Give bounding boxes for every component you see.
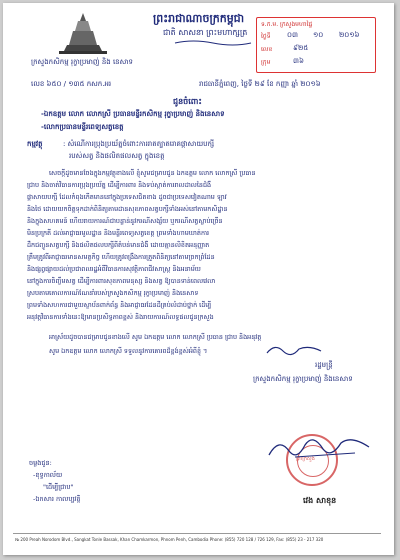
subject-text-1: : សំណើការប្រុងប្រយ័ត្នចំពោះការរាតត្បាតរោគផ្តាសាយបក្សី xyxy=(63,140,215,148)
motto-divider xyxy=(173,39,253,47)
signatory-ministry: ក្រសួងកសិកម្ម រុក្ខាប្រមាញ់ និងនេសាទ xyxy=(253,375,353,383)
footer-address: № 200 Preah Norodom Blvd., Sangkat Tonle Bassak, Khan Chamkarmon, Phnom Penh, Cambodia Phone: (855) 720 128 / 726 129, Fax: (855) 23 - 217 320 xyxy=(15,537,324,542)
cc-item: "ដើម្បីជ្រាប" xyxy=(43,483,74,491)
body-paragraph-2: អាស្រ័យដូចបានជម្រាបជូនខាងលើ សូម ឯកឧត្តម លោក លោកស្រី ប្រធាន ជ្រាប និងអនុវត្ត xyxy=(49,333,262,341)
body-line: ដឹកជញ្ជូនសត្វបក្សី និងផលិតផលបក្សីពីតំបន់មានជំងឺ ដោយគ្មានលិខិតអនុញ្ញាត xyxy=(27,241,210,249)
subject-text-2: របស់សត្វ និងផលិតផលសត្វ ក្នុងខេត្ត xyxy=(69,152,165,160)
body-line: ត្រឹមត្រូវពីអាជ្ញាធរមានសមត្ថកិច្ច ហើយត្រូវពង្រឹងការត្រួតពិនិត្យនៅតាមច្រកព្រំដែន xyxy=(27,253,215,261)
stamp-number: ៩២៥ xyxy=(293,44,309,52)
body-line: និងផ្សព្វផ្សាយដល់ប្រជាពលរដ្ឋអំពីវិធានការសុវត្ថិភាពជីវសាស្ត្រ និងអនាម័យ xyxy=(27,265,201,273)
cc-item: -ខុទ្ទកាល័យ xyxy=(33,471,63,479)
body-line: នៅក្នុងការចិញ្ចឹមសត្វ ដើម្បីការពារសុខភាពមនុស្ស និងសត្វ ឱ្យបានទាន់ពេលវេលា xyxy=(27,277,216,285)
body-line: អនុវត្តវិធានការទាំងនេះឱ្យមានប្រសិទ្ធភាពខ្ពស់ និងរាយការណ៍លទ្ធផលជូនក្រសួង xyxy=(27,313,214,321)
handwritten-signature xyxy=(265,433,375,463)
body-line: និងថៃ ដោយយកចិត្តទុកដាក់ពិនិត្យតាមដានសុខភាពសត្វបក្សីទាំងអស់នៅតាមកសិដ្ឋាន xyxy=(27,205,228,213)
body-line: មិនប្រក្រតី ដល់អាជ្ញាធរមូលដ្ឋាន និងមន្ទីរពេទ្យសត្វខេត្ត ព្រមទាំងហាមឃាត់ការ xyxy=(27,229,210,237)
body-line: និងក្នុងសហគមន៍ ហើយរាយការណ៍ជាបន្ទាន់នូវករណីសង្ស័យ ឬករណីសត្វស្លាប់ច្រើន xyxy=(27,217,223,225)
stamp-code-label: ក្រុម xyxy=(261,59,271,66)
signatory-title: រដ្ឋមន្ត្រី xyxy=(315,361,333,369)
reference-number: លេខ ៦៥០ / ១៣៥ កសក.អរ xyxy=(31,80,112,88)
body-line: សេចក្ដីដូចមានចែងក្នុងកម្មវត្ថុខាងលើ ខ្ញុំសូមជម្រាបជូន ឯកឧត្តម លោក លោកស្រី ប្រធាន xyxy=(49,169,256,177)
stamp-year: ២០១៦ xyxy=(339,31,360,39)
closing-line: សូម ឯកឧត្តម លោក លោកស្រី ទទួលនូវការគោរពដ៏ខ្ពង់ខ្ពស់អំពីខ្ញុំ ។ xyxy=(49,347,208,355)
document-page xyxy=(3,3,394,555)
stamp-date-label: ថ្ងៃទី xyxy=(261,33,271,40)
stamp-day: ០៣ xyxy=(287,31,298,39)
subject-label: កម្មវត្ថុ xyxy=(27,140,43,148)
stamp-code: ៣៦ xyxy=(293,57,304,65)
kingdom-title: ព្រះរាជាណាចក្រកម្ពុជា xyxy=(153,12,245,25)
ministry-logo xyxy=(55,11,111,55)
stamp-month: ១០ xyxy=(313,31,324,39)
stamp-number-label: លេខ xyxy=(261,46,273,53)
body-line: ផ្តាសាយបក្សី ដែលកំពុងកើតមាននៅក្នុងប្រទេសជិតខាង ដូចជាប្រទេសវៀតណាម ឡាវ xyxy=(27,193,227,201)
ministry-name: ក្រសួងកសិកម្ម រុក្ខាប្រមាញ់ និង នេសាទ xyxy=(31,58,133,66)
initials-mark xyxy=(265,341,325,357)
recipient-line-2: -លោកប្រធានមន្ទីរពេទ្យសត្វខេត្ត xyxy=(41,123,124,131)
cc-label: ចម្លងជូន: xyxy=(29,459,52,467)
kingdom-motto: ជាតិ សាសនា ព្រះមហាក្សត្រ xyxy=(163,28,248,37)
cc-item: -ឯកសារ កាលប្បវត្តិ xyxy=(33,495,81,503)
recipient-line-1: -ឯកឧត្តម លោក លោកស្រី ប្រធានមន្ទីរកសិកម្ម រុក្ខាប្រមាញ់ និងនេសាទ xyxy=(41,110,225,118)
stamp-title: ទ.ក.ម. ក្រសួងមហាផ្ទៃ xyxy=(261,21,313,28)
footer-rule xyxy=(13,533,381,534)
body-line: ជ្រាប និងចាត់វិធានការប្រុងប្រយ័ត្ន ដើម្បីការពារ និងទប់ស្កាត់ការរាលដាលនៃជំងឺ xyxy=(27,181,212,189)
seal-label: ត្រាក្រសួង xyxy=(296,456,315,462)
body-line: ស្របតាមគោលការណ៍ណែនាំរបស់ក្រសួងកសិកម្ម រុក្ខាប្រមាញ់ និងនេសាទ xyxy=(27,289,199,297)
recipient-salutation: ជូនចំពោះ xyxy=(173,97,202,106)
place-date: រាជធានីភ្នំពេញ, ថ្ងៃទី ២៩ ខែ កញ្ញា ឆ្នាំ ២០១៦ xyxy=(199,80,321,88)
registration-stamp xyxy=(256,17,376,73)
signatory-name: វេង សាខុន xyxy=(303,496,337,505)
body-line: ព្រមទាំងសហការជាមួយស្ថាប័នពាក់ព័ន្ធ និងអាជ្ញាធរដែនដីគ្រប់លំដាប់ថ្នាក់ ដើម្បី xyxy=(27,301,212,309)
